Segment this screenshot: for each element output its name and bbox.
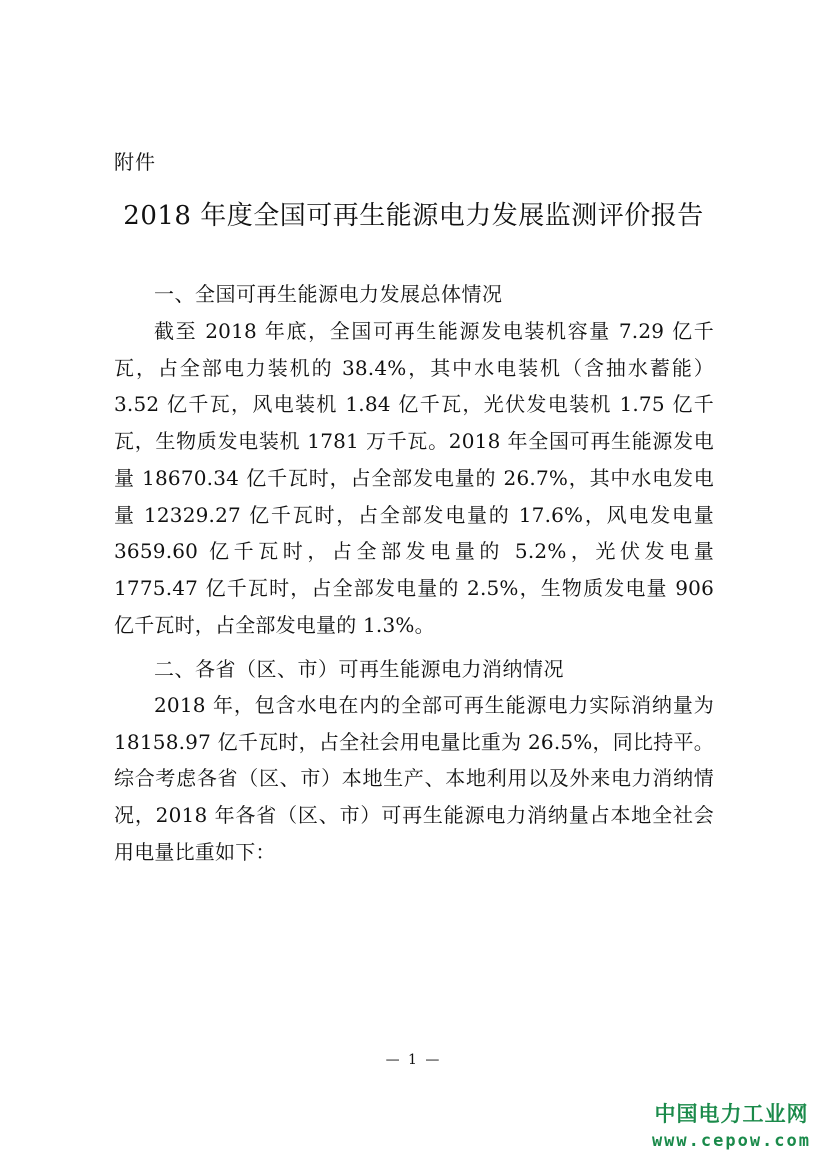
section-paragraph-overview: 截至 2018 年底，全国可再生能源发电装机容量 7.29 亿千瓦，占全部电力装机的 38.4%，其中水电装机（含抽水蓄能）3.52 亿千瓦，风电装机 1.84 亿千瓦，光伏发电装机 1.75 亿千瓦，生物质发电装机 1781 万千瓦。2018 年全国可再生能源发电量 18670.34 亿千瓦时，占全部发电量的 26.7%，其中水电发电量 12329.27 亿千瓦时，占全部发电量的 17.6%，风电发电量 3659.60 亿千瓦时，占全部发电量的 5.2%，光伏发电量 1775.47 亿千瓦时，占全部发电量的 2.5%，生物质发电量 906 亿千瓦时，占全部发电量的 1.3%。 [114, 319, 714, 637]
section-heading-consumption: 二、各省（区、市）可再生能源电力消纳情况 [154, 657, 564, 681]
section-heading-overview: 一、全国可再生能源电力发展总体情况 [154, 282, 503, 306]
section-paragraph-consumption: 2018 年，包含水电在内的全部可再生能源电力实际消纳量为 18158.97 亿千瓦时，占全社会用电量比重为 26.5%，同比持平。综合考虑各省（区、市）本地生产、本地利用以及外来电力消纳情况，2018 年各省（区、市）可再生能源电力消纳量占本地全社会用电量比重如下： [114, 693, 714, 864]
site-watermark [652, 1100, 811, 1154]
watermark-site-url: www.cepow.com [651, 1131, 811, 1151]
document-title: 2018 年度全国可再生能源电力发展监测评价报告 [123, 201, 704, 231]
attachment-label: 附件 [114, 150, 156, 174]
page-number: — 1 — [385, 1052, 442, 1068]
watermark-site-name: 中国电力工业网 [654, 1102, 809, 1126]
